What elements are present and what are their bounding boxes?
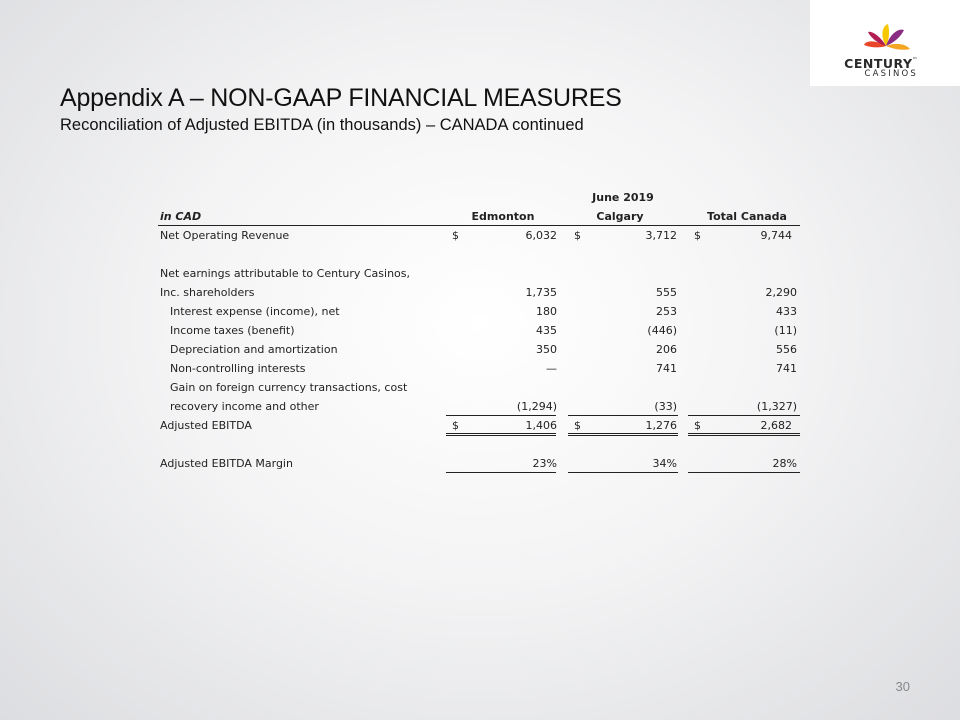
table-row (158, 378, 800, 397)
margin-rule (568, 472, 678, 473)
cell-calgary: 555 (656, 286, 677, 299)
century-casinos-logo (810, 0, 960, 86)
row-label: Gain on foreign currency transactions, cost (170, 381, 408, 394)
table-row (158, 397, 800, 416)
logo-wordmark-primary: CENTURY™ (844, 56, 918, 71)
page-number: 30 (895, 679, 910, 694)
cell-total: 433 (776, 305, 797, 318)
cell-edmonton: 180 (536, 305, 557, 318)
row-label: Interest expense (income), net (170, 305, 340, 318)
cell-edmonton: 6,032 (525, 229, 557, 242)
table-row (158, 454, 800, 473)
cell-calgary: 1,276 (645, 419, 677, 432)
cell-edmonton: 350 (536, 343, 557, 356)
reconciliation-table (158, 188, 800, 473)
row-label: Income taxes (benefit) (170, 324, 295, 337)
row-label: Adjusted EBITDA Margin (160, 457, 293, 470)
cell-edmonton: — (546, 362, 557, 375)
cell-edmonton: (1,294) (516, 400, 557, 413)
cell-edmonton: 1,735 (525, 286, 557, 299)
row-label: recovery income and other (170, 400, 319, 413)
cell-total: 741 (776, 362, 797, 375)
currency-label: in CAD (160, 210, 202, 223)
row-label: Non-controlling interests (170, 362, 306, 375)
cell-edmonton: 1,406 (525, 419, 557, 432)
cell-calgary: 253 (656, 305, 677, 318)
table-row (158, 340, 800, 359)
cell-calgary: 34% (652, 457, 677, 470)
table-row (158, 359, 800, 378)
table-row (158, 283, 800, 302)
column-header-calgary: Calgary (596, 210, 644, 223)
spacer-row (158, 245, 800, 264)
table-row (158, 226, 800, 245)
currency-symbol: $ (694, 419, 701, 432)
page-subtitle: Reconciliation of Adjusted EBITDA (in thousands) – CANADA continued (60, 116, 584, 134)
cell-total: 556 (776, 343, 797, 356)
table-header-row (158, 207, 800, 226)
logo-flower-icon (810, 0, 960, 60)
table-row-total (158, 416, 800, 435)
double-rule (688, 433, 800, 434)
cell-calgary: 741 (656, 362, 677, 375)
cell-calgary: 206 (656, 343, 677, 356)
row-label: Adjusted EBITDA (160, 419, 252, 432)
table-row (158, 321, 800, 340)
cell-total: (11) (774, 324, 797, 337)
period-header: June 2019 (592, 191, 654, 204)
currency-symbol: $ (574, 419, 581, 432)
column-header-edmonton: Edmonton (471, 210, 535, 223)
column-header-total-canada: Total Canada (707, 210, 787, 223)
row-label: Net Operating Revenue (160, 229, 290, 242)
cell-total: 9,744 (760, 229, 792, 242)
margin-rule (446, 472, 556, 473)
cell-calgary: (446) (647, 324, 677, 337)
table-header-period-row (158, 188, 800, 207)
currency-symbol: $ (694, 229, 701, 242)
row-label: Inc. shareholders (160, 286, 255, 299)
logo-wordmark-secondary: CASINOS (864, 69, 918, 79)
cell-total: (1,327) (756, 400, 797, 413)
double-rule (568, 433, 678, 434)
cell-calgary: (33) (654, 400, 677, 413)
table-row (158, 302, 800, 321)
cell-edmonton: 23% (532, 457, 557, 470)
page-title: Appendix A – NON-GAAP FINANCIAL MEASURES (60, 84, 622, 112)
spacer-row (158, 435, 800, 454)
table-row (158, 264, 800, 283)
cell-total: 2,290 (765, 286, 797, 299)
currency-symbol: $ (574, 229, 581, 242)
cell-total: 2,682 (760, 419, 792, 432)
cell-total: 28% (772, 457, 797, 470)
currency-symbol: $ (452, 419, 459, 432)
double-rule (446, 433, 556, 434)
currency-symbol: $ (452, 229, 459, 242)
row-label: Net earnings attributable to Century Casinos, (160, 267, 411, 280)
row-label: Depreciation and amortization (170, 343, 338, 356)
cell-edmonton: 435 (536, 324, 557, 337)
margin-rule (688, 472, 800, 473)
cell-calgary: 3,712 (645, 229, 677, 242)
